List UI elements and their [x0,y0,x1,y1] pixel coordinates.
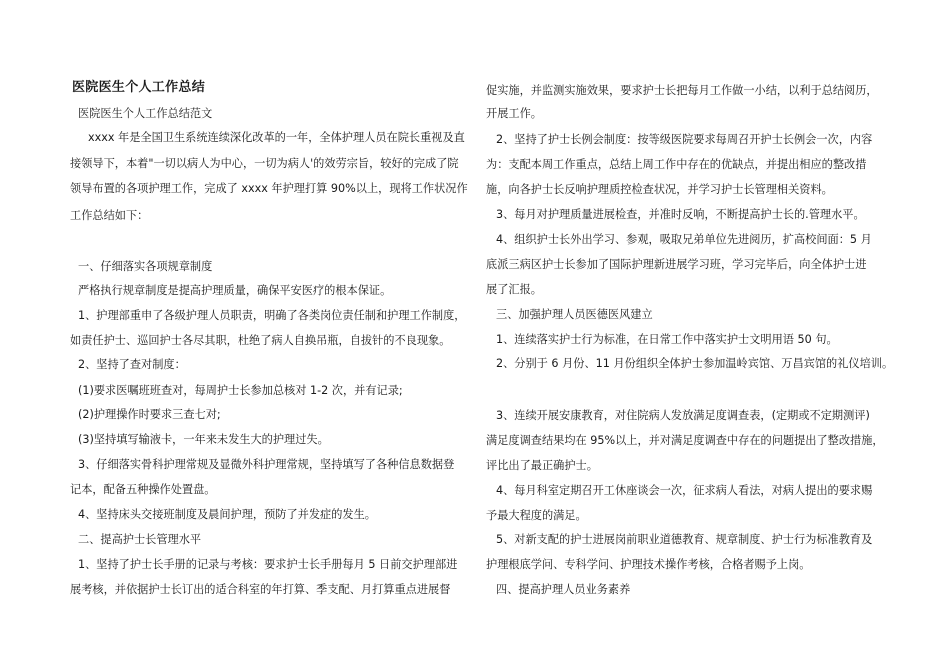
right-text-line: 护理根底学问、专科学问、护理技术操作考核，合格者赐予上岗。 [486,558,811,571]
right-text-line: 2、分别于 6 月份、11 月份组织全体护士参加温岭宾馆、万昌宾馆的礼仪培训。 [496,357,894,370]
left-text-line: 1、护理部重申了各级护理人员职责，明确了各类岗位责任制和护理工作制度， [78,309,466,322]
left-text-line: 严格执行规章制度是提高护理质量，确保平安医疗的根本保证。 [78,284,392,297]
right-text-line: 满足度调查结果均在 95%以上，并对满足度调查中存在的问题提出了整改措施， [486,434,884,447]
right-text-line: 3、每月对护理质量进展检查，并准时反响，不断提高护士长的.管理水平。 [496,208,865,221]
left-text-line: 医院医生个人工作总结范文 [78,107,213,120]
right-text-line: 5、对新支配的护士进展岗前职业道德教育、规章制度、护士行为标准教育及 [496,533,873,546]
left-text-line: 记本，配备五种操作处置盘。 [70,483,216,496]
document-title: 医院医生个人工作总结 [72,80,206,95]
right-text-line: 予最大程度的满足。 [486,509,587,522]
left-text-line: (3)坚持填写输液卡，一年来未发生大的护理过失。 [78,433,329,446]
right-text-line: 4、组织护士长外出学习、参观，吸取兄弟单位先进阅历，扩高校间面：5 月 [496,233,872,246]
left-text-line: 4、坚持床头交接班制度及晨间护理，预防了并发症的发生。 [78,508,376,521]
left-text-line: 展考核，并依据护士长订出的适合科室的年打算、季支配、月打算重点进展督 [70,583,451,596]
left-text-line: 二、提高护士长管理水平 [78,533,202,546]
right-text-line: 展了汇报。 [486,283,542,296]
right-text-line: 4、每月科室定期召开工休座谈会一次，征求病人看法，对病人提出的要求赐 [496,484,873,497]
right-text-line: 促实施，并监测实施效果，要求护士长把每月工作做一小结，以利于总结阅历， [486,84,878,97]
right-text-line: 2、坚持了护士长例会制度：按等级医院要求每周召开护士长例会一次，内容 [496,133,873,146]
left-text-line: (1)要求医嘱班班查对，每周护士长参加总核对 1-2 次，并有记录; [78,384,403,397]
left-text-line: 领导布置的各项护理工作，完成了 xxxx 年护理打算 90%以上，现将工作状况作 [70,182,468,195]
left-text-line: 3、仔细落实骨科护理常规及显微外科护理常规，坚持填写了各种信息数据登 [78,458,455,471]
left-text-line: 一、仔细落实各项规章制度 [78,260,213,273]
right-text-line: 评比出了最正确护士。 [486,459,598,472]
left-text-line: 1、坚持了护士长手册的记录与考核：要求护士长手册每月 5 日前交护理部进 [78,558,458,571]
left-text-line: 接领导下，本着"一切以病人为中心，一切为病人'的效劳宗旨，较好的完成了院 [70,157,459,170]
right-text-line: 底派三病区护士长参加了国际护理新进展学习班，学习完毕后，向全体护士进 [486,258,867,271]
left-text-line: 如责任护士、巡回护士各尽其职，杜绝了病人自换吊瓶，自拔针的不良现象。 [70,334,451,347]
right-text-line: 3、连续开展安康教育，对住院病人发放满足度调查表，(定期或不定期测评) [496,409,870,422]
right-text-line: 为：支配本周工作重点，总结上周工作中存在的优缺点，并提出相应的整改措 [486,158,867,171]
right-text-line: 三、加强护理人员医德医风建立 [496,308,653,321]
right-text-line: 四、提高护理人员业务素养 [496,583,631,596]
right-text-line: 1、连续落实护士行为标准，在日常工作中落实护士文明用语 50 句。 [496,333,838,346]
left-text-line: 工作总结如下： [70,209,149,222]
right-text-line: 施，向各护士长反响护理质控检查状况，并学习护士长管理相关资料。 [486,183,833,196]
left-text-line: (2)护理操作时要求三查七对; [78,408,221,421]
left-text-line: xxxx 年是全国卫生系统连续深化改革的一年，全体护理人员在院长重视及直 [88,131,465,144]
left-text-line: 2、坚持了查对制度： [78,358,186,371]
right-text-line: 开展工作。 [486,107,542,120]
